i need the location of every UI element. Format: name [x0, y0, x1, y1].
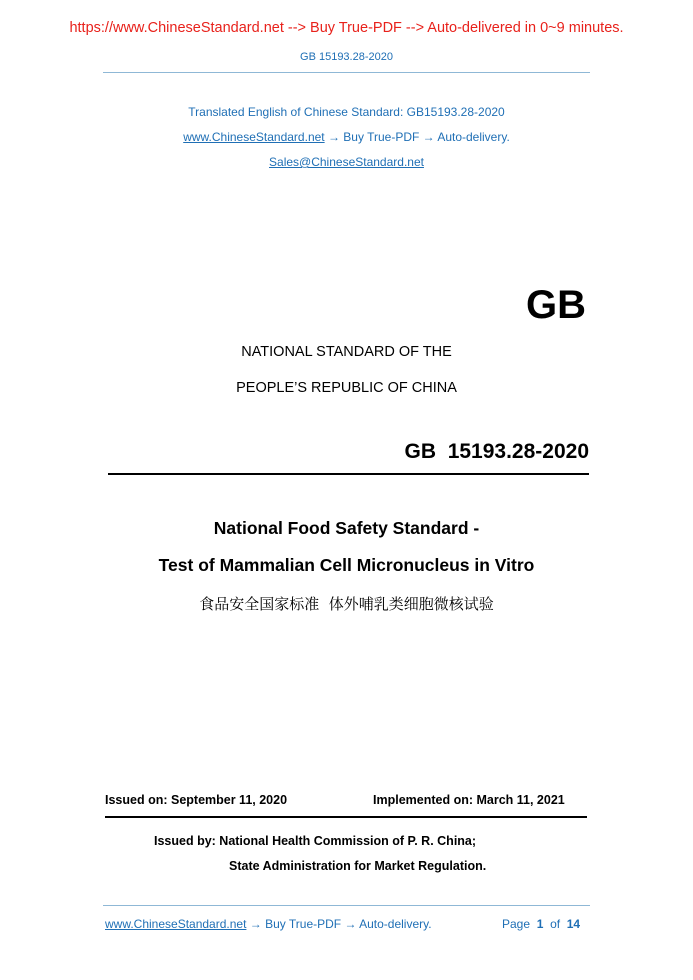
- top-banner[interactable]: https://www.ChineseStandard.net --> Buy True-PDF --> Auto-delivered in 0~9 minutes.: [69, 20, 624, 36]
- title-line-2: Test of Mammalian Cell Micronucleus in Vitro: [158, 555, 535, 575]
- issued-by-line-1: Issued by: National Health Commission of P. R. China;: [154, 834, 477, 848]
- site-link-line: [0, 130, 693, 144]
- issued-on: Issued on: September 11, 2020: [105, 793, 288, 807]
- site-link[interactable]: www.ChineseStandard.net: [183, 130, 325, 144]
- standard-number-rule: [108, 473, 589, 475]
- gb-logo: GB: [526, 283, 586, 327]
- dates-rule: [105, 816, 587, 818]
- footer-rule: [103, 905, 590, 906]
- footer-site-link[interactable]: www.ChineseStandard.net: [105, 917, 247, 931]
- footer-link-suffix: → Buy True-PDF → Auto-delivery.: [246, 917, 432, 931]
- header-code: GB 15193.28-2020: [300, 51, 393, 63]
- page-label: Page: [502, 917, 531, 931]
- translated-line: Translated English of Chinese Standard: GB15193.28-2020: [188, 105, 505, 119]
- sales-email-link[interactable]: Sales@ChineseStandard.net: [269, 155, 424, 169]
- page-indicator: [502, 917, 580, 931]
- implemented-on: Implemented on: March 11, 2021: [373, 793, 565, 807]
- page-of: of: [550, 917, 561, 931]
- title-line-1: National Food Safety Standard -: [213, 518, 480, 538]
- sales-email-line: [0, 155, 693, 169]
- standard-number: GB 15193.28-2020: [404, 440, 589, 463]
- footer-link-line: [105, 917, 432, 931]
- national-line-2: PEOPLE’S REPUBLIC OF CHINA: [236, 380, 457, 396]
- page-current: 1: [536, 917, 544, 931]
- header-rule: [103, 72, 590, 73]
- national-line-1: NATIONAL STANDARD OF THE: [241, 344, 452, 360]
- title-chinese: 食品安全国家标准 体外哺乳类细胞微核试验: [199, 595, 494, 613]
- site-link-suffix: → Buy True-PDF → Auto-delivery.: [324, 130, 510, 144]
- page-total: 14: [566, 917, 581, 931]
- issued-by-line-2: State Administration for Market Regulation.: [229, 859, 487, 873]
